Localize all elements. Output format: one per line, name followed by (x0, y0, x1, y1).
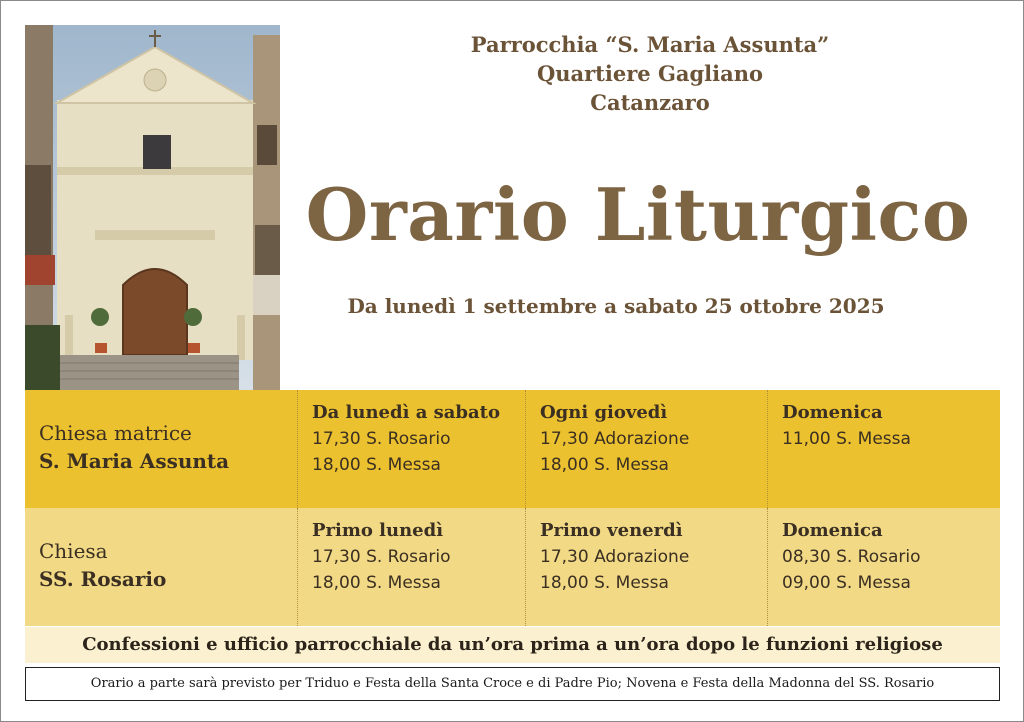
slot-item: 17,30 S. Rosario (312, 429, 451, 449)
parish-name: Parrocchia “S. Maria Assunta” (470, 32, 830, 57)
slot-item: 18,00 S. Messa (540, 455, 669, 475)
slot-heading: Ogni giovedì (540, 402, 668, 423)
parish-header (300, 30, 1000, 117)
church-label: Chiesa matrice (39, 421, 192, 445)
slot-cell (767, 508, 1000, 626)
slot-heading: Primo venerdì (540, 520, 683, 541)
slot-item: 17,30 S. Rosario (312, 547, 451, 567)
church-cell (25, 390, 297, 508)
slot-item: 11,00 S. Messa (782, 429, 911, 449)
slot-cell (525, 508, 767, 626)
slot-item: 17,30 Adorazione (540, 547, 690, 567)
date-range: Da lunedì 1 settembre a sabato 25 ottobre 2025 (347, 294, 885, 318)
church-name: S. Maria Assunta (39, 449, 230, 473)
parish-city: Catanzaro (590, 90, 710, 115)
slot-item: 17,30 Adorazione (540, 429, 690, 449)
slot-heading: Da lunedì a sabato (312, 402, 500, 423)
confession-banner: Confessioni e ufficio parrocchiale da un’ora prima a un’ora dopo le funzioni religiose (25, 627, 1000, 663)
slot-item: 09,00 S. Messa (782, 573, 911, 593)
schedule-row-matrice (25, 390, 1000, 508)
schedule-row-rosario (25, 508, 1000, 626)
schedule-table (25, 390, 1000, 626)
slot-cell (767, 390, 1000, 508)
slot-heading: Domenica (782, 402, 883, 423)
church-label: Chiesa (39, 539, 108, 563)
slot-item: 18,00 S. Messa (312, 455, 441, 475)
slot-cell (297, 508, 525, 626)
slot-item: 18,00 S. Messa (312, 573, 441, 593)
slot-item: 08,30 S. Rosario (782, 547, 921, 567)
special-schedule-note: Orario a parte sarà previsto per Triduo e Festa della Santa Croce e di Padre Pio; Novena e Festa della Madonna del SS. Rosario (25, 667, 1000, 701)
slot-cell (525, 390, 767, 508)
parish-district: Quartiere Gagliano (536, 61, 764, 86)
slot-heading: Domenica (782, 520, 883, 541)
church-cell (25, 508, 297, 626)
slot-cell (297, 390, 525, 508)
page-title: Orario Liturgico (305, 172, 971, 257)
slot-heading: Primo lunedì (312, 520, 444, 541)
slot-item: 18,00 S. Messa (540, 573, 669, 593)
church-photo (25, 25, 280, 390)
church-name: SS. Rosario (39, 567, 167, 591)
